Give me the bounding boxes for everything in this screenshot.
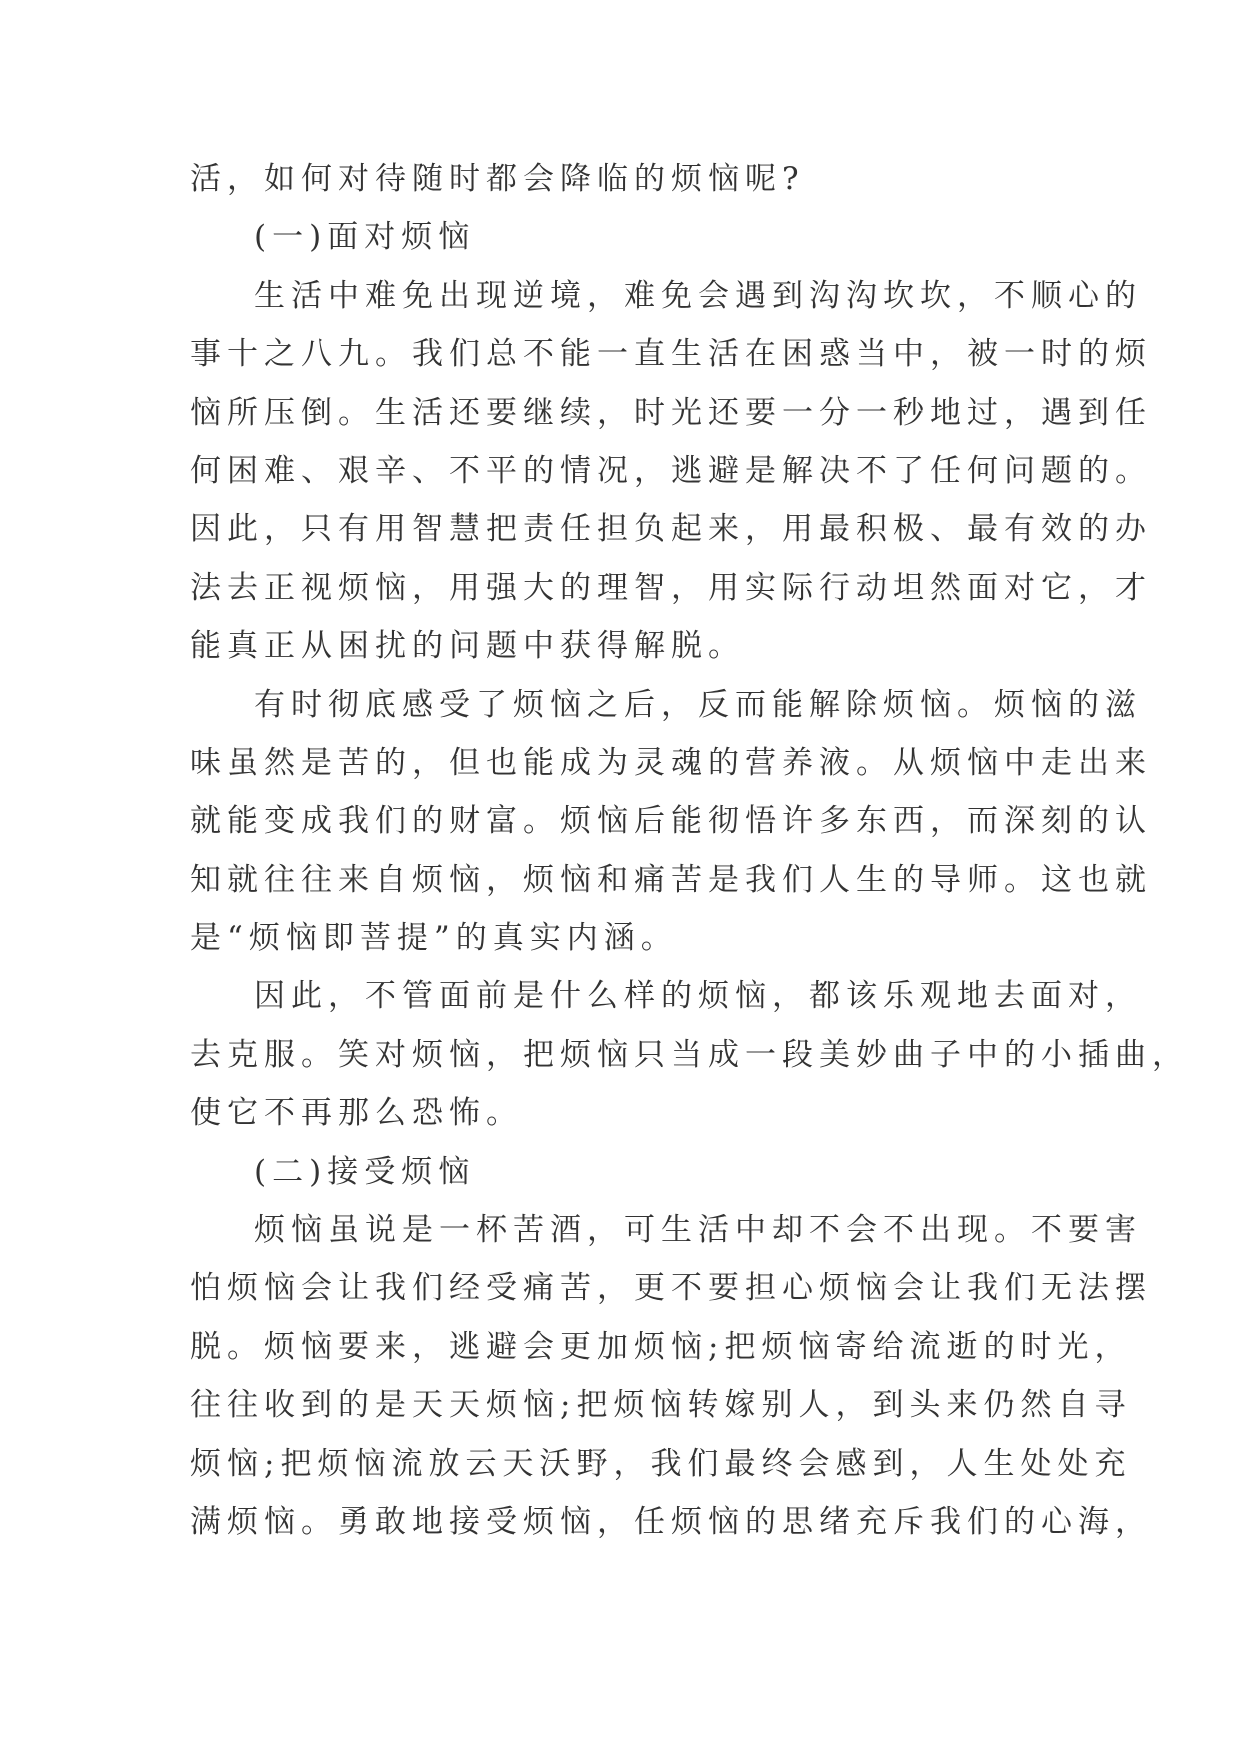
text-line: 恼所压倒。生活还要继续，时光还要一分一秒地过，遇到任: [190, 394, 1152, 431]
text-line: 烦恼;把烦恼流放云天沃野，我们最终会感到，人生处处充: [190, 1445, 1132, 1482]
text-line: 生活中难免出现逆境，难免会遇到沟沟坎坎，不顺心的: [254, 277, 1142, 314]
text-line: 知就往往来自烦恼，烦恼和痛苦是我们人生的导师。这也就: [190, 861, 1152, 898]
text-line: 就能变成我们的财富。烦恼后能彻悟许多东西，而深刻的认: [190, 803, 1152, 840]
text-line: 怕烦恼会让我们经受痛苦，更不要担心烦恼会让我们无法摆: [190, 1270, 1152, 1307]
text-line: 去克服。笑对烦恼，把烦恼只当成一段美妙曲子中的小插曲，: [190, 1036, 1189, 1073]
text-line: 活，如何对待随时都会降临的烦恼呢?: [190, 161, 805, 197]
text-line: 能真正从困扰的问题中获得解脱。: [190, 628, 745, 665]
text-line: 是“烦恼即菩提”的真实内涵。: [190, 920, 678, 957]
text-line: 使它不再那么恐怖。: [190, 1095, 523, 1132]
text-line: 何困难、艰辛、不平的情况，逃避是解决不了任何问题的。: [190, 452, 1152, 489]
text-line: 因此，只有用智慧把责任担负起来，用最积极、最有效的办: [190, 511, 1152, 548]
document-page: [190, 150, 1189, 1551]
text-line: 烦恼虽说是一杯苦酒，可生活中却不会不出现。不要害: [254, 1212, 1142, 1249]
text-line: (二)接受烦恼: [254, 1153, 476, 1190]
text-line: 脱。烦恼要来，逃避会更加烦恼;把烦恼寄给流逝的时光，: [190, 1328, 1132, 1365]
text-line: 往往收到的是天天烦恼;把烦恼转嫁别人，到头来仍然自寻: [190, 1387, 1132, 1424]
text-line: 满烦恼。勇敢地接受烦恼，任烦恼的思绪充斥我们的心海，: [190, 1503, 1152, 1540]
text-line: 法去正视烦恼，用强大的理智，用实际行动坦然面对它，才: [190, 569, 1152, 606]
text-line: 因此，不管面前是什么样的烦恼，都该乐观地去面对，: [254, 978, 1142, 1015]
text-line: 事十之八九。我们总不能一直生活在困惑当中，被一时的烦: [190, 336, 1152, 373]
text-line: 味虽然是苦的，但也能成为灵魂的营养液。从烦恼中走出来: [190, 744, 1152, 781]
text-line: (一)面对烦恼: [254, 219, 476, 256]
text-line: 有时彻底感受了烦恼之后，反而能解除烦恼。烦恼的滋: [254, 686, 1142, 723]
